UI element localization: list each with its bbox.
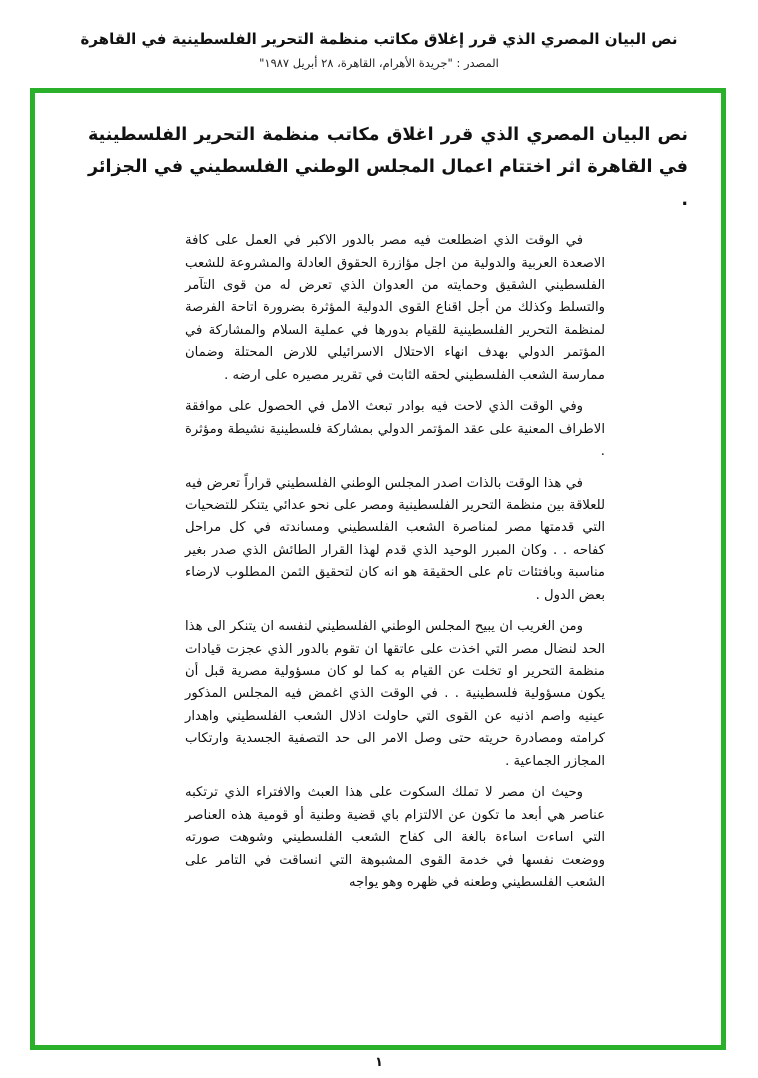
- document-frame: [30, 88, 726, 1050]
- page-number: ١: [375, 1055, 383, 1070]
- source-line: المصدر : "جريدة الأهرام، القاهرة، ٢٨ أبريل ١٩٨٧": [259, 56, 499, 70]
- document-body: [185, 230, 605, 894]
- page-header: [0, 0, 758, 70]
- paragraph: في هذا الوقت بالذات اصدر المجلس الوطني الفلسطيني قراراً تعرض فيه للعلاقة بين منظمة التحرير الفلسطينية ومصر على نحو عدائي يتنكر للتضحيات التي قدمتها مصر لمناصرة الشعب الفلسطيني ومساندته في كل مراحل كفاحه . . وكان المبرر الوحيد الذي قدم لهذا القرار الطائش الذي صدر بغير مناسبة وبافتئات تام على الحقيقة هو انه كان لتحقيق الثمن المطلوب لارضاء بعض الدول .: [185, 475, 605, 603]
- document-title: نص البيان المصري الذي قرر اغلاق مكاتب منظمة التحرير الفلسطينية في القاهرة اثر اختتام اعمال المجلس الوطني الفلسطيني في الجزائر .: [88, 125, 688, 210]
- paragraph: وفي الوقت الذي لاحت فيه بوادر تبعث الامل في الحصول على موافقة الاطراف المعنية على عقد المؤتمر الدولي بمشاركة فلسطينية نشيطة ومؤثرة .: [185, 399, 605, 460]
- paragraph: وحيث ان مصر لا تملك السكوت على هذا العبث والافتراء الذي ترتكبه عناصر هي أبعد ما تكون عن الالتزام باي قضية وطنية أو قومية هذه العناصر التي اساءت اساءة بالغة الى كفاح الشعب الفلسطيني وشوهت صورته ووضعت نفسها في خدمة القوى المشبوهة التي انساقت في التامر على الشعب الفلسطيني وطعنه في ظهره وهو يواجه: [185, 785, 605, 890]
- header-title: نص البيان المصري الذي قرر إغلاق مكاتب منظمة التحرير الفلسطينية في القاهرة: [80, 30, 678, 48]
- paragraph: في الوقت الذي اضطلعت فيه مصر بالدور الاكبر في العمل على كافة الاصعدة العربية والدولية من اجل مؤازرة الحقوق العادلة والمشروعة للشعب الفلسطيني الشقيق وحمايته من العدوان الذي تعرض له من قوى التآمر والتسلط وكذلك من أجل اقناع القوى الدولية المؤثرة بضرورة اتاحة الفرصة لمنظمة التحرير الفلسطينية للقيام بدورها في عملية السلام والمشاركة في المؤتمر الدولي بهدف انهاء الاحتلال الاسرائيلي للارض المحتلة وضمان ممارسة الشعب الفلسطيني لحقه الثابت في تقرير مصيره على ارضه .: [185, 233, 605, 383]
- paragraph: ومن الغريب ان يبيح المجلس الوطني الفلسطيني لنفسه ان يتنكر الى هذا الحد لنضال مصر التي اخذت على عاتقها ان تقوم بالدور الذي عجزت قيادات منظمة التحرير او تخلت عن القيام به كما لو كان مسؤولية مصرية قبل أن يكون مسؤولية فلسطينية . . في الوقت الذي اغمض فيه المجلس المذكور عينيه واصم اذنيه عن القوى التي حاولت اذلال الشعب الفلسطيني واهدار كرامته ومصادرة حريته حتى وصل الامر الى حد التصفية الجسدية وارتكاب المجازر الجماعية .: [185, 619, 605, 769]
